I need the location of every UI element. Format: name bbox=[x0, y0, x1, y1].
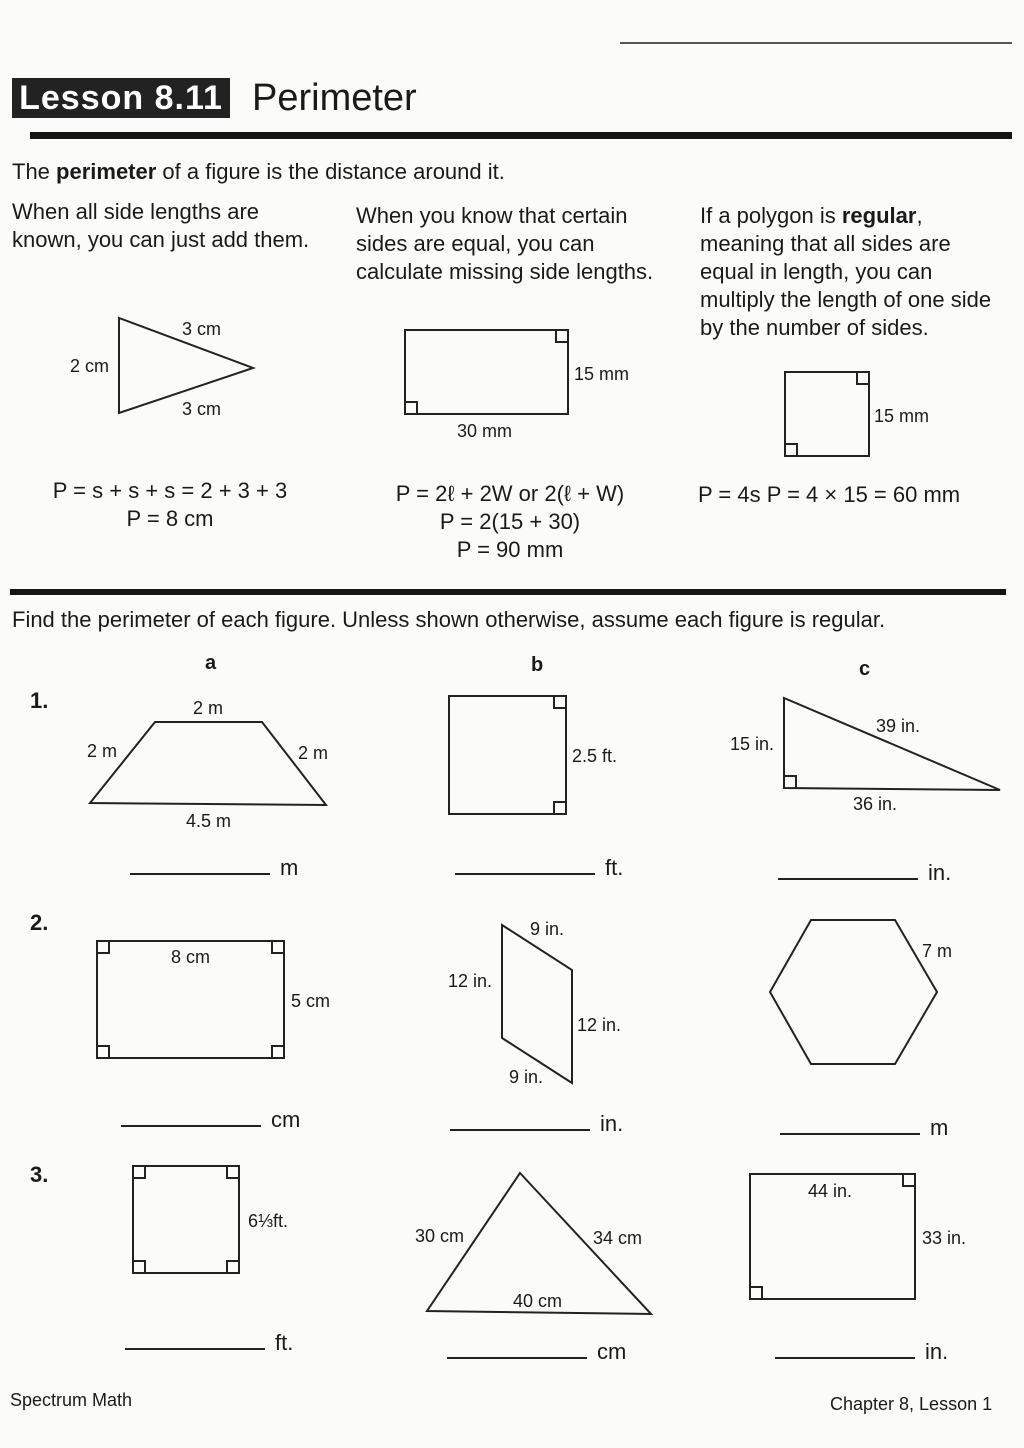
section-rule bbox=[10, 589, 1006, 595]
answer-unit: ft. bbox=[605, 855, 624, 880]
right-angle-mark bbox=[97, 941, 109, 953]
figure-label: 44 in. bbox=[808, 1181, 853, 1201]
answer-1b bbox=[455, 855, 623, 881]
row-number: 1. bbox=[30, 688, 49, 713]
figure-label: 30 mm bbox=[457, 421, 513, 441]
problem-2c-hexagon bbox=[770, 920, 937, 1064]
formula-b bbox=[360, 480, 660, 564]
footer-left: Spectrum Math bbox=[10, 1390, 133, 1410]
figure-label: 7 m bbox=[922, 941, 953, 961]
figure-label: 36 in. bbox=[853, 794, 898, 814]
formula-line: P = 8 cm bbox=[126, 506, 214, 531]
answer-unit: m bbox=[280, 855, 299, 880]
figure-label: 30 cm bbox=[415, 1226, 465, 1246]
right-angle-mark bbox=[556, 330, 568, 342]
formula-c bbox=[698, 481, 960, 509]
right-angle-mark bbox=[97, 1046, 109, 1058]
figure-label: 3 cm bbox=[182, 319, 222, 339]
answer-unit: in. bbox=[925, 1339, 949, 1364]
right-angle-mark bbox=[857, 372, 869, 384]
figure-label: 3 cm bbox=[182, 399, 222, 419]
figure-label: 15 mm bbox=[874, 406, 930, 426]
formula-line: P = 4s P = 4 × 15 = 60 mm bbox=[698, 482, 961, 507]
answer-unit: m bbox=[930, 1115, 949, 1140]
page-title: Perimeter bbox=[252, 77, 417, 119]
problem-3a-square bbox=[133, 1166, 239, 1273]
column-head-c: c bbox=[859, 658, 871, 680]
figure-label: 15 mm bbox=[574, 364, 630, 384]
answer-blank[interactable] bbox=[455, 873, 595, 875]
row-number: 3. bbox=[30, 1162, 49, 1187]
answer-blank[interactable] bbox=[121, 1125, 261, 1127]
figure-label: 15 in. bbox=[730, 734, 775, 754]
answer-2c bbox=[780, 1115, 948, 1141]
right-angle-mark bbox=[554, 802, 566, 814]
figure-label: 2 m bbox=[298, 743, 329, 763]
answer-1c bbox=[778, 860, 951, 886]
figure-label: 2 m bbox=[87, 741, 118, 761]
formula-a bbox=[20, 477, 320, 533]
example-b-text: When you know that certain sides are equal, you can calculate missing side lengths. bbox=[356, 203, 654, 284]
formula-line: P = 90 mm bbox=[456, 537, 564, 562]
figure-label: 6⅓ft. bbox=[248, 1211, 289, 1231]
right-angle-mark bbox=[227, 1261, 239, 1273]
right-angle-mark bbox=[227, 1166, 239, 1178]
answer-blank[interactable] bbox=[130, 873, 270, 875]
right-angle-mark bbox=[133, 1261, 145, 1273]
column-head-a: a bbox=[205, 652, 217, 674]
answer-1a bbox=[130, 855, 298, 881]
example-c-text-before: If a polygon is bbox=[700, 203, 842, 228]
answer-3a bbox=[125, 1330, 293, 1356]
figure-label: 8 cm bbox=[171, 947, 211, 967]
example-c-text-after: , meaning that all sides are equal in length, you can multiply the length of one side by the number of sides. bbox=[700, 203, 992, 340]
figure-label: 9 in. bbox=[530, 919, 565, 939]
footer-right: Chapter 8, Lesson 1 bbox=[830, 1394, 993, 1414]
intro-prefix: The bbox=[12, 159, 57, 184]
example-a-text: When all side lengths are known, you can just add them. bbox=[12, 199, 310, 252]
figure-label: 2.5 ft. bbox=[572, 746, 618, 766]
answer-blank[interactable] bbox=[450, 1129, 590, 1131]
right-angle-mark bbox=[784, 776, 796, 788]
figure-label: 4.5 m bbox=[186, 811, 232, 831]
problem-1c-triangle bbox=[784, 698, 1000, 790]
answer-2a bbox=[121, 1107, 300, 1133]
right-angle-mark bbox=[405, 402, 417, 414]
lesson-badge: Lesson 8.11 bbox=[12, 78, 230, 118]
intro-term: perimeter bbox=[56, 159, 157, 184]
figure-label: 5 cm bbox=[291, 991, 331, 1011]
formula-line: P = 2ℓ + 2W or 2(ℓ + W) bbox=[395, 481, 625, 506]
figure-label: 2 m bbox=[193, 698, 224, 718]
problem-1b-square bbox=[449, 696, 566, 814]
answer-3b bbox=[447, 1339, 626, 1365]
answer-blank[interactable] bbox=[447, 1357, 587, 1359]
example-c-text-bold: regular bbox=[841, 203, 917, 228]
right-angle-mark bbox=[133, 1166, 145, 1178]
figure-label: 34 cm bbox=[593, 1228, 643, 1248]
answer-3c bbox=[775, 1339, 948, 1365]
figure-label: 12 in. bbox=[577, 1015, 622, 1035]
answer-unit: in. bbox=[600, 1111, 624, 1136]
instructions: Find the perimeter of each figure. Unless shown otherwise, assume each figure is regular. bbox=[12, 607, 886, 632]
intro-suffix: of a figure is the distance around it. bbox=[156, 159, 505, 184]
answer-2b bbox=[450, 1111, 623, 1137]
right-angle-mark bbox=[750, 1287, 762, 1299]
problem-1a-trapezoid bbox=[90, 722, 329, 805]
answer-blank[interactable] bbox=[778, 878, 918, 880]
figure-label: 33 in. bbox=[922, 1228, 967, 1248]
answer-blank[interactable] bbox=[125, 1348, 265, 1350]
right-angle-mark bbox=[785, 444, 797, 456]
formula-line: P = s + s + s = 2 + 3 + 3 bbox=[52, 478, 288, 503]
right-angle-mark bbox=[903, 1174, 915, 1186]
figure-label: 12 in. bbox=[448, 971, 493, 991]
answer-unit: cm bbox=[597, 1339, 627, 1364]
row-number: 2. bbox=[30, 910, 49, 935]
answer-unit: ft. bbox=[275, 1330, 294, 1355]
formula-line: P = 2(15 + 30) bbox=[439, 509, 581, 534]
answer-unit: cm bbox=[271, 1107, 301, 1132]
right-angle-mark bbox=[272, 941, 284, 953]
answer-blank[interactable] bbox=[780, 1133, 920, 1135]
figure-label: 9 in. bbox=[509, 1067, 544, 1087]
column-head-b: b bbox=[531, 654, 544, 676]
figure-label: 39 in. bbox=[876, 716, 921, 736]
problem-2b-parallelogram bbox=[502, 925, 572, 1083]
right-angle-mark bbox=[272, 1046, 284, 1058]
answer-unit: in. bbox=[928, 860, 952, 885]
figure-label: 40 cm bbox=[513, 1291, 563, 1311]
answer-blank[interactable] bbox=[775, 1357, 915, 1359]
example-rectangle bbox=[405, 330, 568, 414]
right-angle-mark bbox=[554, 696, 566, 708]
figure-label: 2 cm bbox=[70, 356, 110, 376]
